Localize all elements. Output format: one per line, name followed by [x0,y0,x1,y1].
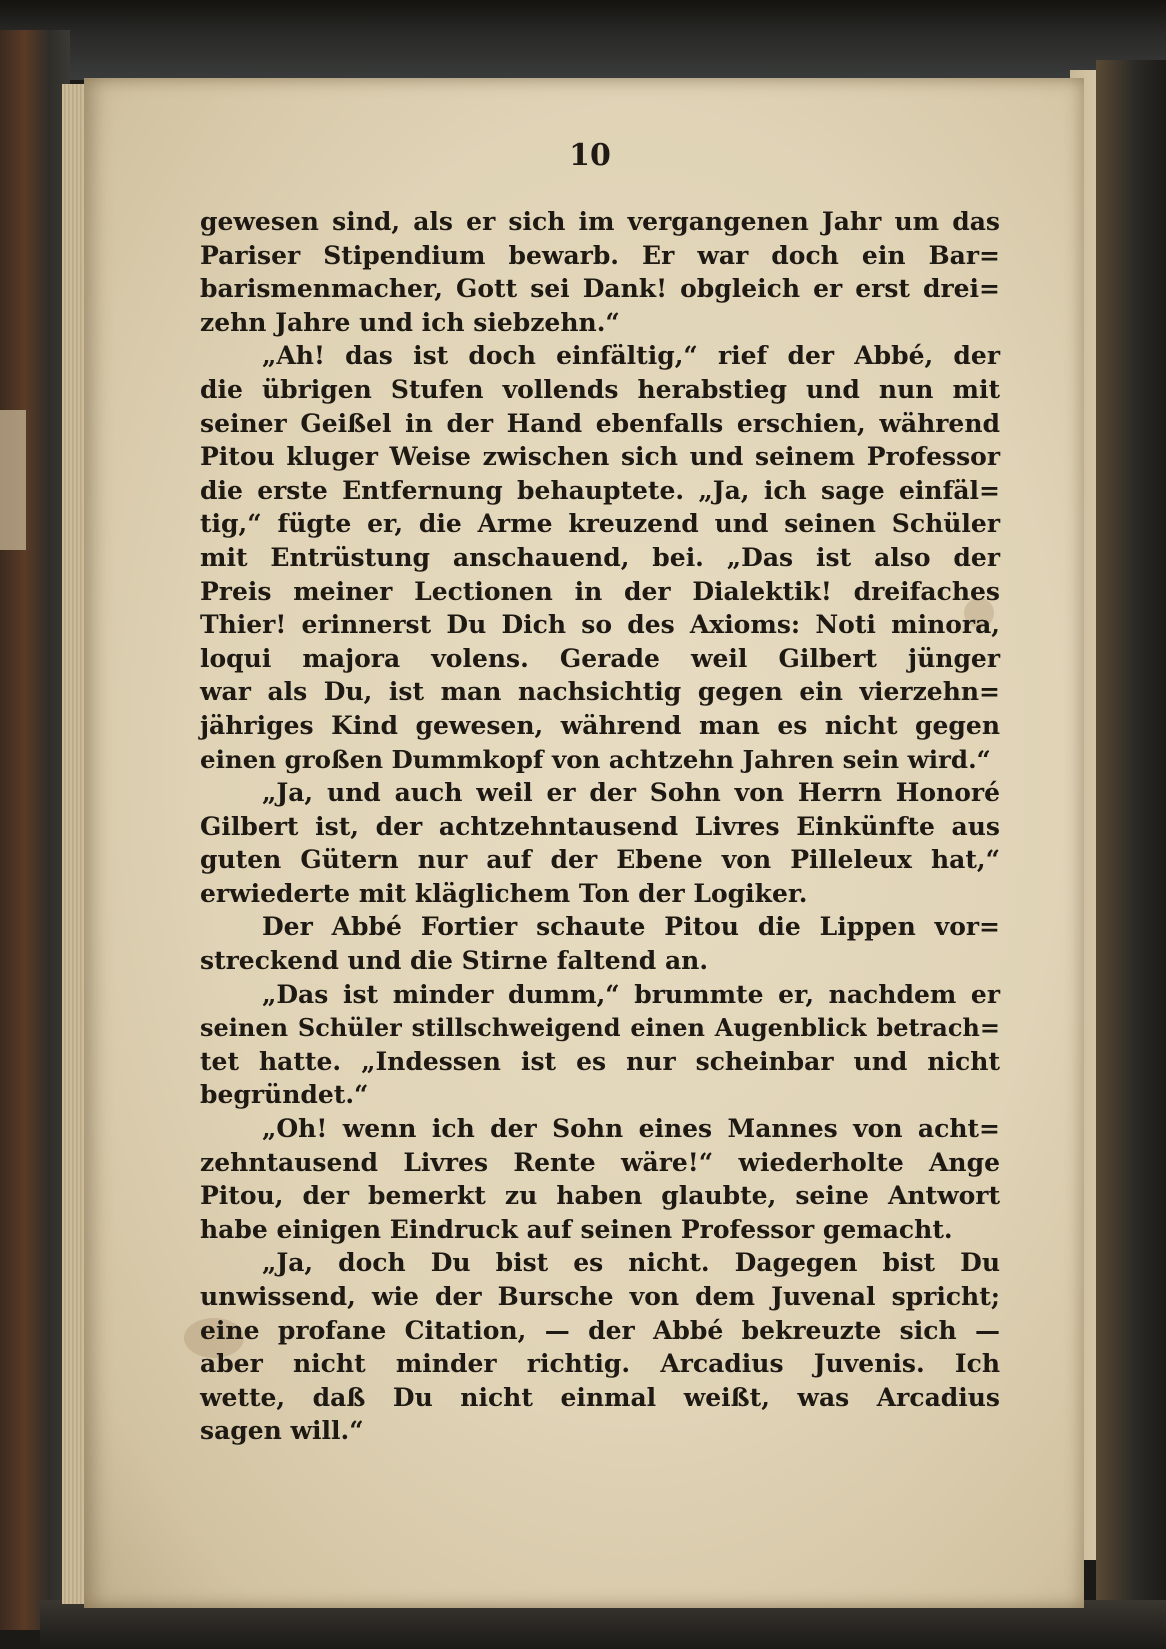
text-line: tet hatte. „Indessen ist es nur scheinbar und nicht [200,1046,1000,1076]
text-line: sagen will.“ [200,1416,364,1446]
text-line: „Oh! wenn ich der Sohn eines Mannes von acht= [262,1114,1000,1144]
text-line: jähriges Kind gewesen, während man es nicht gegen [200,710,1000,740]
text-line: loqui majora volens. Gerade weil Gilbert jünger [200,643,1000,673]
text-line: Gilbert ist, der achtzehntausend Livres Einkünfte aus [200,811,1000,841]
text-line: seinen Schüler stillschweigend einen Augenblick betrach= [200,1013,1000,1043]
text-line: gewesen sind, als er sich im vergangenen Jahr um das [200,207,1000,236]
body-text [200,205,1000,1448]
text-line: habe einigen Eindruck auf seinen Professor gemacht. [200,1214,953,1244]
text-line: Pariser Stipendium bewarb. Er war doch ein Bar= [200,240,1000,270]
book-cover-left [0,30,70,1630]
text-line: wette, daß Du nicht einmal weißt, was Arcadius [200,1382,1000,1412]
page-number: 10 [569,138,611,173]
text-line: guten Gütern nur auf der Ebene von Pilleleux hat,“ [200,845,1000,875]
text-line: unwissend, wie der Bursche von dem Juvenal spricht; [200,1282,1000,1311]
text-line: aber nicht minder richtig. Arcadius Juvenis. Ich [200,1349,1000,1379]
text-line: „Ja, doch Du bist es nicht. Dagegen bist Du [262,1248,1000,1278]
text-line: erwiederte mit kläglichem Ton der Logiker. [200,878,808,908]
text-line: Preis meiner Lectionen in der Dialektik! dreifaches [200,576,1000,606]
book-cover-right [1096,60,1166,1620]
text-line: barismenmacher, Gott sei Dank! obgleich er erst drei= [200,274,1000,304]
text-line: Der Abbé Fortier schaute Pitou die Lippen vor= [262,912,1000,942]
text-line: streckend und die Stirne faltend an. [200,946,709,976]
book-binding-top [0,0,1166,80]
text-line: mit Entrüstung anschauend, bei. „Das ist also der [200,542,1000,572]
text-line: eine profane Citation, — der Abbé bekreuzte sich — [200,1315,1000,1345]
text-line: zehn Jahre und ich siebzehn.“ [200,307,620,337]
text-line: „Das ist minder dumm,“ brummte er, nachdem er [262,979,1000,1009]
worn-cover-patch [0,410,26,550]
text-line: die erste Entfernung behauptete. „Ja, ich sage einfäl= [200,475,1000,505]
text-line: Pitou, der bemerkt zu haben glaubte, seine Antwort [200,1181,1000,1211]
text-line: Thier! erinnerst Du Dich so des Axioms: Noti minora, [200,610,1000,640]
text-line: einen großen Dummkopf von achtzehn Jahren sein wird.“ [200,744,991,774]
text-line: tig,“ fügte er, die Arme kreuzend und seinen Schüler [200,509,1000,539]
text-line: „Ah! das ist doch einfältig,“ rief der Abbé, der [262,341,1000,371]
text-line: zehntausend Livres Rente wäre!“ wiederholte Ange [200,1147,1000,1177]
text-line: begründet.“ [200,1080,369,1110]
text-line: seiner Geißel in der Hand ebenfalls erschien, während [200,408,1000,438]
text-line: „Ja, und auch weil er der Sohn von Herrn Honoré [262,778,1000,808]
text-line: die übrigen Stufen vollends herabstieg und nun mit [200,374,1000,404]
text-line: war als Du, ist man nachsichtig gegen ein vierzehn= [200,677,1000,707]
text-line: Pitou kluger Weise zwischen sich und seinem Professor [200,442,1000,472]
